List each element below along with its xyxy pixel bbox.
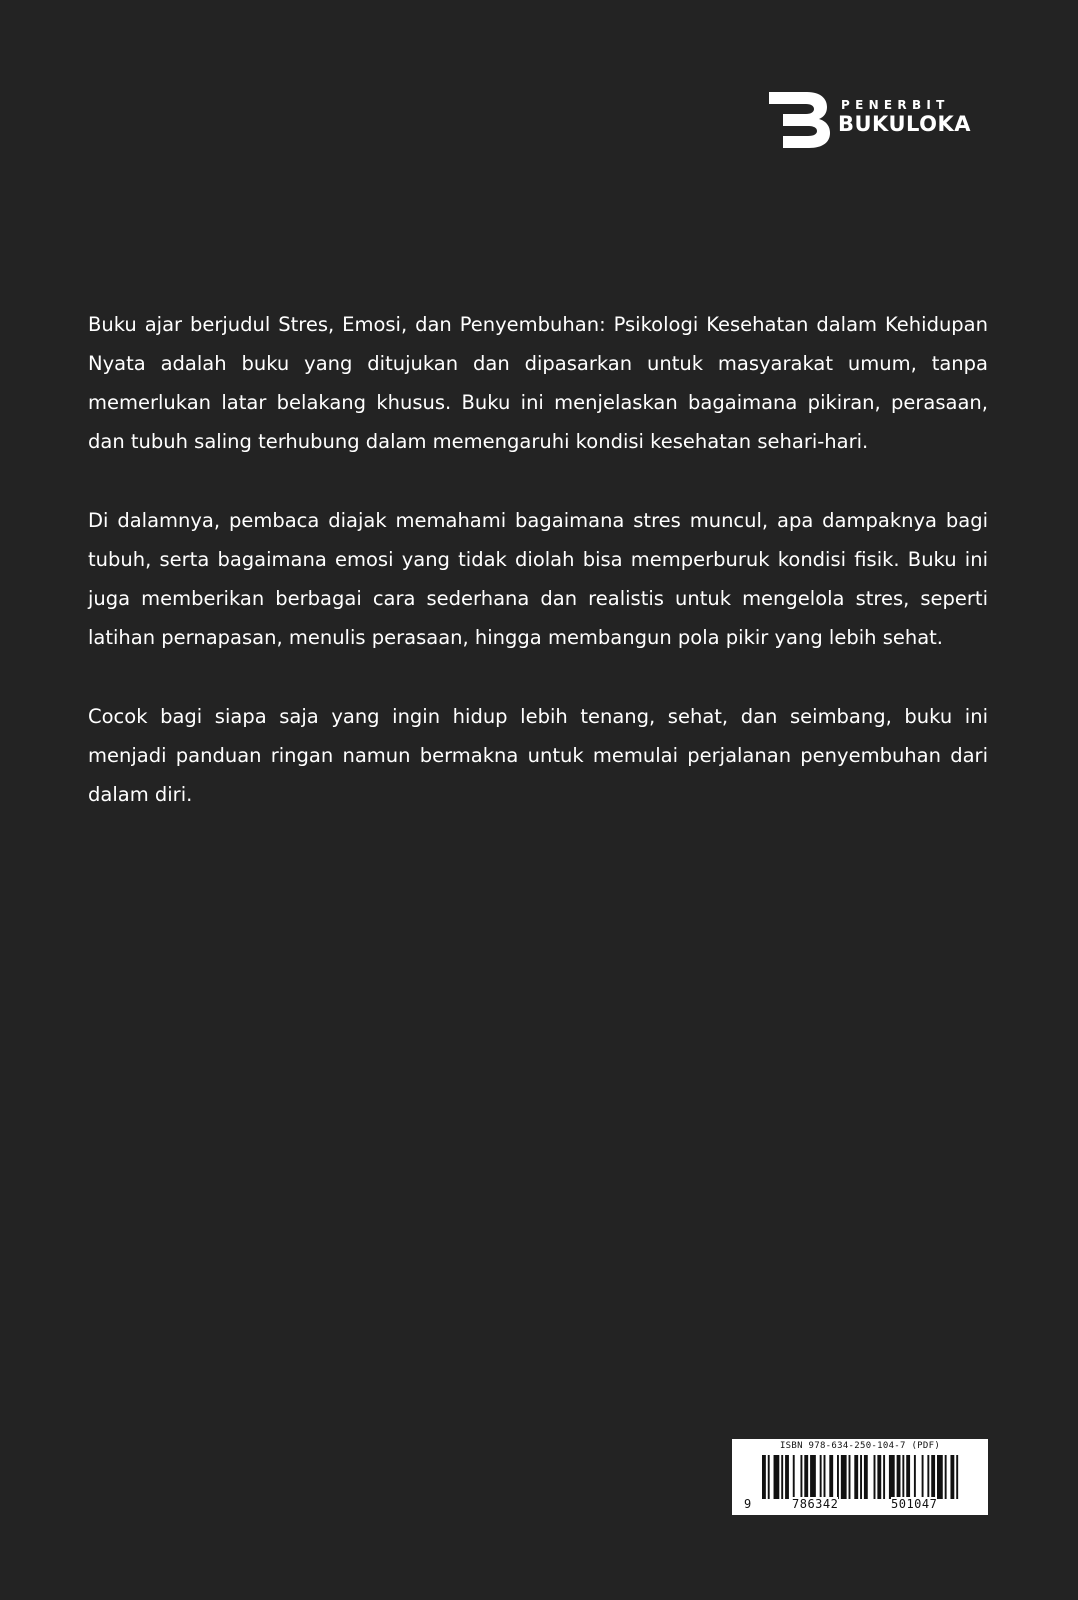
blurb-paragraph-1: Buku ajar berjudul Stres, Emosi, dan Penyembuhan: Psikologi Kesehatan dalam Kehidupan Nyata adalah buku yang ditujukan dan dipasarkan untuk masyarakat umum, tanpa memerlukan latar belakang khusus. Buku ini menjelaskan bagaimana pikiran, perasaan, dan tubuh saling terhubung dalam memengaruhi kondisi kesehatan sehari-hari. [88, 313, 988, 453]
barcode-bar [841, 1455, 847, 1499]
barcode-bar [914, 1455, 916, 1499]
publisher-label-name: BUKULOKA [838, 112, 972, 136]
barcode-bar [810, 1455, 816, 1499]
barcode-bar [793, 1455, 795, 1499]
barcode-bar [874, 1455, 876, 1499]
publisher-b-logo-icon [769, 92, 831, 148]
barcode-bar [774, 1455, 780, 1499]
barcode-bar [897, 1455, 901, 1499]
barcode-bar [931, 1455, 935, 1499]
barcode-bar [956, 1455, 958, 1499]
book-blurb [88, 305, 988, 854]
blurb-paragraph-2: Di dalamnya, pembaca diajak memahami bagaimana stres muncul, apa dampaknya bagi tubuh, serta bagaimana emosi yang tidak diolah bisa memperburuk kondisi fisik. Buku ini juga memberikan berbagai cara sederhana dan realistis untuk mengelola stres, seperti latihan pernapasan, menulis perasaan, hingga membangun pola pikir yang lebih sehat. [88, 509, 988, 649]
barcode-bar [768, 1455, 770, 1499]
publisher-label-top: PENERBIT [841, 98, 950, 112]
barcode-bar [820, 1455, 822, 1499]
barcode-bar [837, 1455, 839, 1499]
barcode-bar [906, 1455, 910, 1499]
barcode-bar [762, 1455, 766, 1499]
blurb-paragraph-3: Cocok bagi siapa saja yang ingin hidup lebih tenang, sehat, dan seimbang, buku ini menjadi panduan ringan namun bermakna untuk memulai perjalanan penyembuhan dari dalam diri. [88, 705, 988, 806]
barcode-bar [922, 1455, 924, 1499]
barcode-bars [762, 1455, 962, 1499]
barcode-bar [781, 1455, 783, 1499]
barcode-bar [877, 1455, 881, 1499]
barcode-bar [889, 1455, 895, 1499]
barcode-bar [829, 1455, 833, 1499]
barcode-bar [945, 1455, 947, 1499]
barcode-bar [804, 1455, 808, 1499]
barcode-bar [800, 1455, 802, 1499]
publisher-logo [769, 92, 989, 148]
barcode-bar [860, 1455, 862, 1499]
barcode-bar [927, 1455, 929, 1499]
barcode-digits-left: 786342 [792, 1497, 839, 1511]
isbn-barcode [732, 1439, 988, 1515]
barcode-digit-first: 9 [744, 1497, 752, 1511]
barcode-bar [950, 1455, 954, 1499]
barcode-bar [902, 1455, 904, 1499]
barcode-digits-right: 501047 [891, 1497, 938, 1511]
barcode-bar [883, 1455, 885, 1499]
barcode-bar [864, 1455, 868, 1499]
barcode-bar [937, 1455, 943, 1499]
isbn-label: ISBN 978-634-250-104-7 (PDF) [779, 1441, 941, 1451]
barcode-bar [854, 1455, 858, 1499]
barcode-bar [785, 1455, 789, 1499]
barcode-bar [849, 1455, 851, 1499]
barcode-bar [824, 1455, 826, 1499]
